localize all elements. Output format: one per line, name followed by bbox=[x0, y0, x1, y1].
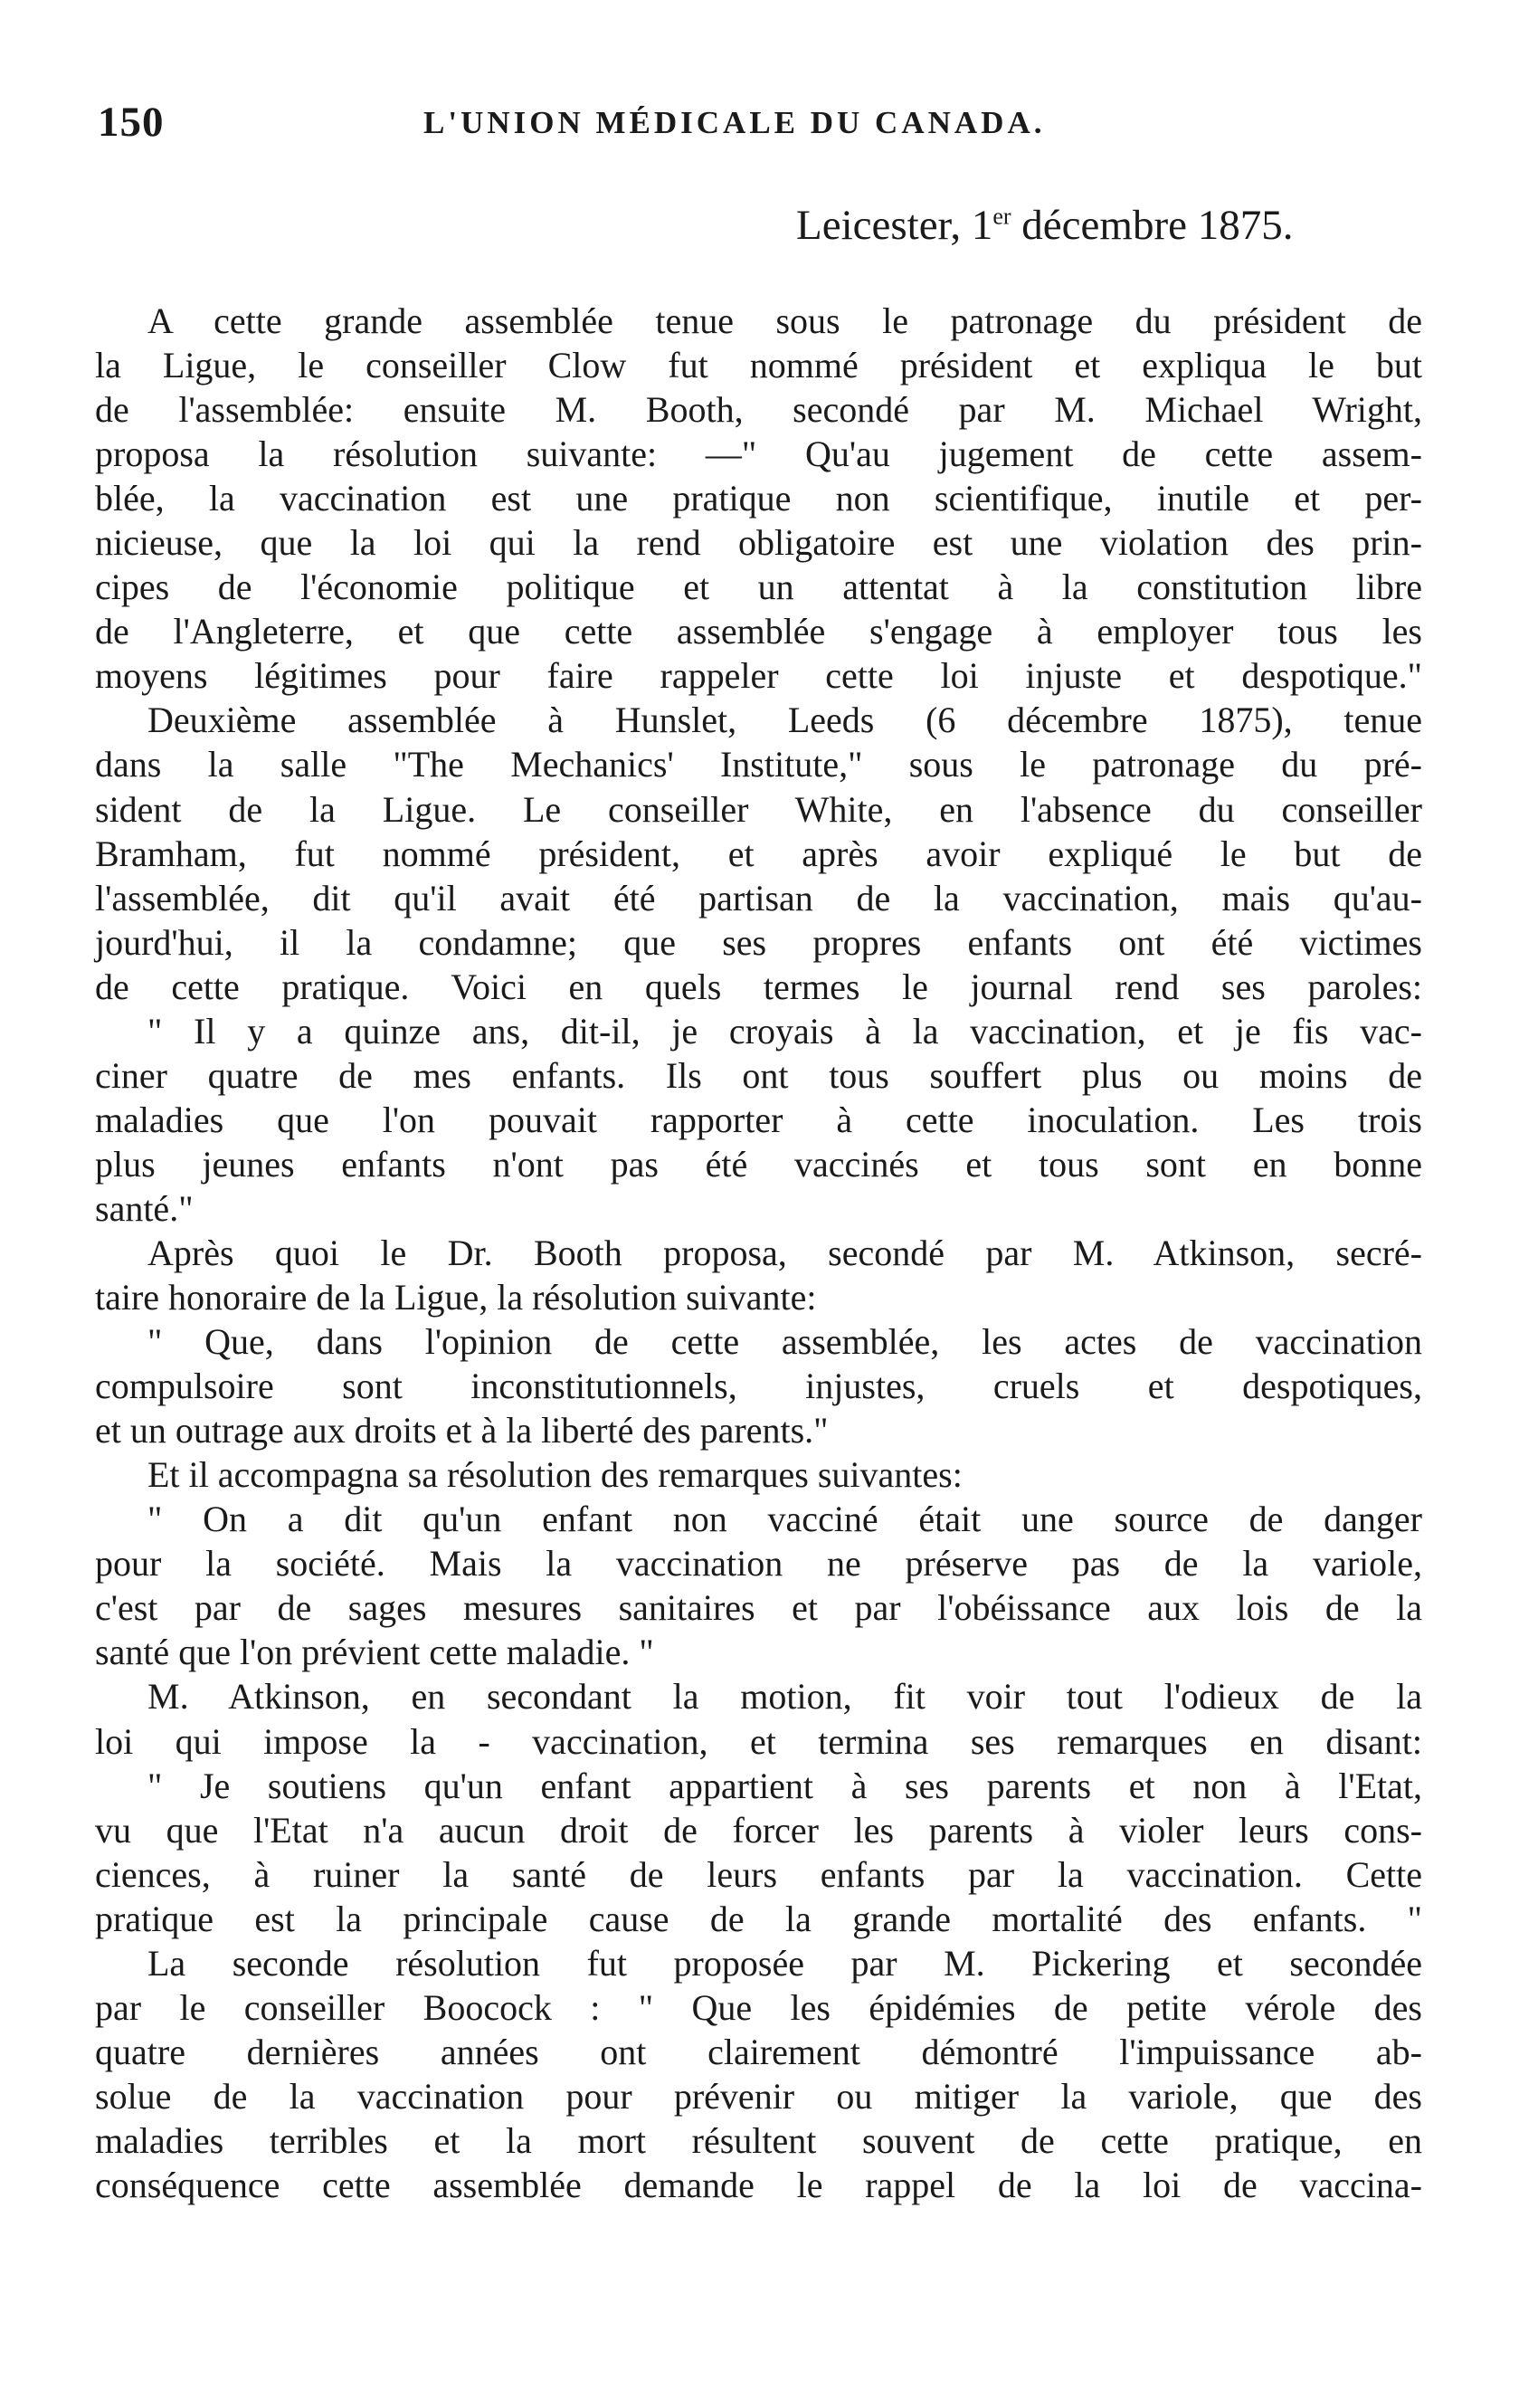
text-line: La seconde résolution fut proposée par M. Pickering et secondée bbox=[147, 1942, 1422, 1984]
text-line: santé que l'on prévient cette maladie. " bbox=[95, 1632, 654, 1673]
text-line: et un outrage aux droits et à la liberté des parents." bbox=[95, 1410, 829, 1451]
text-line: " Je soutiens qu'un enfant appartient à ses parents et non à l'Etat, bbox=[147, 1765, 1422, 1806]
running-title: L'UNION MÉDICALE DU CANADA. bbox=[423, 105, 1046, 140]
text-line: moyens légitimes pour faire rappeler cette loi injuste et despotique." bbox=[95, 655, 1422, 697]
text-line: taire honoraire de la Ligue, la résolution suivante: bbox=[95, 1277, 817, 1318]
body-text bbox=[95, 299, 1422, 2207]
text-line: dans la salle "The Mechanics' Institute," sous le patronage du pré- bbox=[95, 744, 1422, 785]
text-line: conséquence cette assemblée demande le rappel de la loi de vaccina- bbox=[95, 2164, 1422, 2205]
text-line: " On a dit qu'un enfant non vacciné était une source de danger bbox=[147, 1499, 1422, 1540]
dateline bbox=[796, 201, 1293, 250]
text-line: M. Atkinson, en secondant la motion, fit voir tout l'odieux de la bbox=[147, 1676, 1422, 1718]
text-line: Et il accompagna sa résolution des remarques suivantes: bbox=[147, 1454, 963, 1496]
dateline-place-date: Leicester, 1 bbox=[796, 202, 993, 249]
text-line: ciences, à ruiner la santé de leurs enfants par la vaccination. Cette bbox=[95, 1853, 1422, 1895]
text-line: loi qui impose la - vaccination, et termina ses remarques en disant: bbox=[95, 1720, 1422, 1762]
text-line: quatre dernières années ont clairement démontré l'impuissance ab- bbox=[95, 2031, 1422, 2072]
text-line: maladies que l'on pouvait rapporter à cette inoculation. Les trois bbox=[95, 1099, 1422, 1140]
text-line: solue de la vaccination pour prévenir ou mitiger la variole, que des bbox=[95, 2075, 1422, 2117]
text-line: l'assemblée, dit qu'il avait été partisan de la vaccination, mais qu'au- bbox=[95, 877, 1422, 918]
text-line: " Que, dans l'opinion de cette assemblée, les actes de vaccination bbox=[147, 1321, 1422, 1363]
text-line: proposa la résolution suivante: —" Qu'au jugement de cette assem- bbox=[95, 433, 1422, 475]
text-line: compulsoire sont inconstitutionnels, injustes, cruels et despotiques, bbox=[95, 1366, 1422, 1407]
text-line: Après quoi le Dr. Booth proposa, secondé par M. Atkinson, secré- bbox=[147, 1232, 1422, 1273]
text-line: de l'assemblée: ensuite M. Booth, secondé par M. Michael Wright, bbox=[95, 389, 1422, 431]
text-line: A cette grande assemblée tenue sous le patronage du président de bbox=[147, 300, 1422, 341]
text-line: blée, la vaccination est une pratique non scientifique, inutile et per- bbox=[95, 478, 1422, 519]
text-line: de l'Angleterre, et que cette assemblée s'engage à employer tous les bbox=[95, 611, 1422, 652]
text-line: ciner quatre de mes enfants. Ils ont tous souffert plus ou moins de bbox=[95, 1054, 1422, 1096]
text-line: la Ligue, le conseiller Clow fut nommé président et expliqua le but bbox=[95, 345, 1422, 386]
text-line: santé." bbox=[95, 1187, 194, 1229]
text-line: Deuxième assemblée à Hunslet, Leeds (6 décembre 1875), tenue bbox=[147, 700, 1422, 741]
text-line: pratique est la principale cause de la grande mortalité des enfants. " bbox=[95, 1898, 1422, 1939]
text-line: plus jeunes enfants n'ont pas été vaccinés et tous sont en bonne bbox=[95, 1143, 1422, 1185]
dateline-rest: décembre 1875. bbox=[1011, 202, 1294, 249]
text-line: Bramham, fut nommé président, et après avoir expliqué le but de bbox=[95, 833, 1422, 874]
text-line: sident de la Ligue. Le conseiller White, en l'absence du conseiller bbox=[95, 788, 1422, 830]
text-line: cipes de l'économie politique et un attentat à la constitution libre bbox=[95, 566, 1422, 608]
text-line: de cette pratique. Voici en quels termes le journal rend ses paroles: bbox=[95, 966, 1422, 1007]
dateline-superscript: er bbox=[992, 203, 1011, 230]
text-line: " Il y a quinze ans, dit-il, je croyais à la vaccination, et je fis vac- bbox=[147, 1010, 1422, 1052]
text-line: nicieuse, que la loi qui la rend obligatoire est une violation des prin- bbox=[95, 522, 1422, 564]
text-line: maladies terribles et la mort résultent souvent de cette pratique, en bbox=[95, 2119, 1422, 2161]
text-line: par le conseiller Boocock : " Que les épidémies de petite vérole des bbox=[95, 1986, 1422, 2028]
page-number: 150 bbox=[98, 99, 165, 146]
page-header bbox=[98, 98, 1419, 152]
text-line: pour la société. Mais la vaccination ne préserve pas de la variole, bbox=[95, 1543, 1422, 1585]
text-line: vu que l'Etat n'a aucun droit de forcer les parents à violer leurs cons- bbox=[95, 1809, 1422, 1851]
text-line: c'est par de sages mesures sanitaires et par l'obéissance aux lois de la bbox=[95, 1587, 1422, 1629]
text-line: jourd'hui, il la condamne; que ses propres enfants ont été victimes bbox=[95, 921, 1422, 963]
